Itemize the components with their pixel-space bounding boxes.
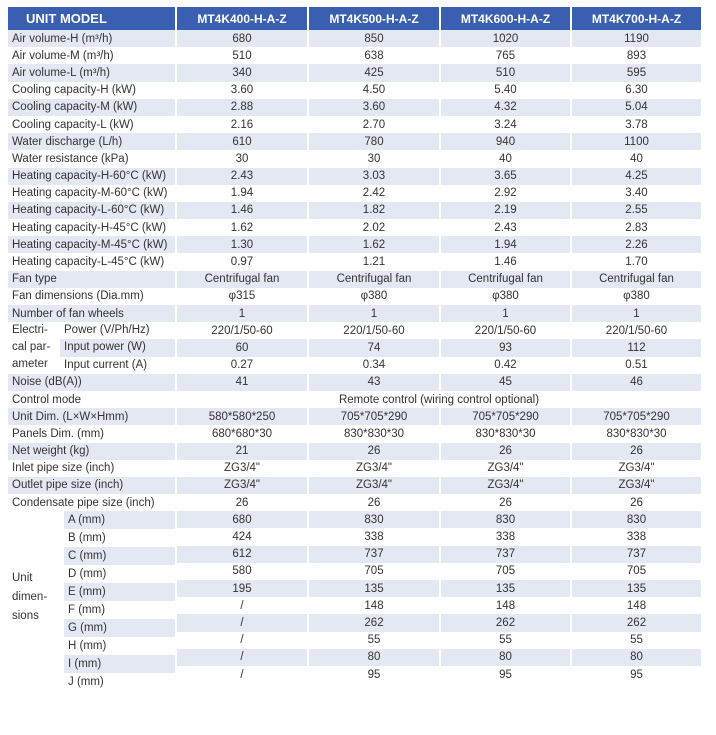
table-row bbox=[8, 374, 702, 391]
row-label: Air volume-L (m³/h) bbox=[8, 64, 176, 81]
table-row bbox=[8, 219, 702, 236]
dimension-sub-label: G (mm) bbox=[64, 619, 175, 637]
table-row bbox=[8, 202, 702, 219]
value-cell: ZG3/4" bbox=[176, 460, 308, 477]
value-cell: 765 bbox=[440, 47, 571, 64]
spec-table-container bbox=[8, 7, 702, 689]
row-label: Air volume-M (m³/h) bbox=[8, 47, 176, 64]
value-cell: 510 bbox=[440, 64, 571, 81]
value-cell: ZG3/4" bbox=[571, 460, 702, 477]
value-cell: 1100 bbox=[571, 133, 702, 150]
electrical-group-line: Electri- bbox=[12, 324, 48, 337]
spec-table bbox=[8, 7, 703, 689]
value-cell: / bbox=[176, 666, 308, 683]
value-cell: 705 bbox=[440, 563, 571, 580]
value-cell: 0.51 bbox=[571, 357, 702, 374]
value-cell: 830*830*30 bbox=[571, 425, 702, 442]
value-cell: 705 bbox=[571, 563, 702, 580]
value-cell: 6.30 bbox=[571, 82, 702, 99]
value-cell: 638 bbox=[308, 47, 440, 64]
table-row bbox=[8, 236, 702, 253]
value-cell: 60 bbox=[176, 339, 308, 356]
value-cell: 1 bbox=[176, 305, 308, 322]
table-row bbox=[8, 425, 702, 442]
electrical-sub-label: Input power (W) bbox=[60, 339, 175, 356]
value-cell: 2.26 bbox=[571, 236, 702, 253]
value-cell: 1.82 bbox=[308, 202, 440, 219]
value-cell: φ380 bbox=[571, 288, 702, 305]
row-label: Cooling capacity-L (kW) bbox=[8, 116, 176, 133]
dimension-sub-label: C (mm) bbox=[64, 547, 175, 565]
control-mode-value: Remote control (wiring control optional) bbox=[176, 391, 702, 408]
electrical-sub-labels bbox=[60, 322, 175, 374]
value-cell: 338 bbox=[440, 528, 571, 545]
dimension-sub-label: E (mm) bbox=[64, 583, 175, 601]
value-cell: 26 bbox=[571, 494, 702, 511]
table-row bbox=[8, 168, 702, 185]
value-cell: 1.30 bbox=[176, 236, 308, 253]
dimension-sub-labels bbox=[64, 511, 175, 689]
value-cell: Centrifugal fan bbox=[571, 271, 702, 288]
table-row bbox=[8, 64, 702, 81]
value-cell: 850 bbox=[308, 30, 440, 47]
row-label: Heating capacity-H-60°C (kW) bbox=[8, 168, 176, 185]
value-cell: 135 bbox=[308, 580, 440, 597]
value-cell: 80 bbox=[308, 649, 440, 666]
value-cell: 41 bbox=[176, 374, 308, 391]
row-label: Net weight (kg) bbox=[8, 443, 176, 460]
dimensions-group-line: Unit bbox=[12, 571, 33, 584]
value-cell: 55 bbox=[440, 632, 571, 649]
value-cell: 2.83 bbox=[571, 219, 702, 236]
table-row bbox=[8, 288, 702, 305]
value-cell: 220/1/50-60 bbox=[176, 322, 308, 339]
value-cell: 2.42 bbox=[308, 185, 440, 202]
table-row bbox=[8, 408, 702, 425]
row-label: Heating capacity-L-45°C (kW) bbox=[8, 253, 176, 270]
value-cell: 424 bbox=[176, 528, 308, 545]
value-cell: 195 bbox=[176, 580, 308, 597]
table-row bbox=[8, 322, 702, 339]
value-cell: 262 bbox=[308, 614, 440, 631]
dimension-sub-label: J (mm) bbox=[64, 673, 175, 691]
value-cell: 830 bbox=[440, 511, 571, 528]
value-cell: 55 bbox=[308, 632, 440, 649]
value-cell: Centrifugal fan bbox=[176, 271, 308, 288]
row-label: Cooling capacity-M (kW) bbox=[8, 99, 176, 116]
table-row bbox=[8, 47, 702, 64]
value-cell: 220/1/50-60 bbox=[440, 322, 571, 339]
value-cell: 737 bbox=[308, 546, 440, 563]
electrical-group-line: ameter bbox=[12, 358, 48, 371]
row-label: Cooling capacity-H (kW) bbox=[8, 82, 176, 99]
dimensions-group-line: dimen- bbox=[12, 590, 48, 603]
table-row bbox=[8, 30, 702, 47]
table-row bbox=[8, 253, 702, 270]
value-cell: 705*705*290 bbox=[571, 408, 702, 425]
dimension-sub-label: F (mm) bbox=[64, 601, 175, 619]
row-label: Condensate pipe size (inch) bbox=[8, 494, 176, 511]
value-cell: 43 bbox=[308, 374, 440, 391]
row-label: Number of fan wheels bbox=[8, 305, 176, 322]
value-cell: 5.40 bbox=[440, 82, 571, 99]
table-row bbox=[8, 477, 702, 494]
value-cell: 705 bbox=[308, 563, 440, 580]
value-cell: 0.42 bbox=[440, 357, 571, 374]
value-cell: 2.19 bbox=[440, 202, 571, 219]
header-model-4: MT4K700-H-A-Z bbox=[571, 7, 702, 30]
value-cell: 30 bbox=[308, 150, 440, 167]
row-label: Heating capacity-L-60°C (kW) bbox=[8, 202, 176, 219]
value-cell: 338 bbox=[308, 528, 440, 545]
table-row bbox=[8, 271, 702, 288]
row-label: Fan dimensions (Dia.mm) bbox=[8, 288, 176, 305]
value-cell: 610 bbox=[176, 133, 308, 150]
value-cell: 26 bbox=[440, 494, 571, 511]
value-cell: 220/1/50-60 bbox=[571, 322, 702, 339]
value-cell: 26 bbox=[176, 494, 308, 511]
row-label: Heating capacity-M-60°C (kW) bbox=[8, 185, 176, 202]
value-cell: 680 bbox=[176, 511, 308, 528]
value-cell: 0.27 bbox=[176, 357, 308, 374]
value-cell: 830 bbox=[308, 511, 440, 528]
value-cell: / bbox=[176, 649, 308, 666]
value-cell: / bbox=[176, 632, 308, 649]
value-cell: 1.46 bbox=[176, 202, 308, 219]
table-row bbox=[8, 185, 702, 202]
row-label: Panels Dim. (mm) bbox=[8, 425, 176, 442]
value-cell: ZG3/4" bbox=[440, 477, 571, 494]
value-cell: 21 bbox=[176, 443, 308, 460]
value-cell: 40 bbox=[571, 150, 702, 167]
dimension-sub-label: D (mm) bbox=[64, 565, 175, 583]
value-cell: 3.60 bbox=[176, 82, 308, 99]
value-cell: 112 bbox=[571, 339, 702, 356]
value-cell: 580 bbox=[176, 563, 308, 580]
value-cell: 737 bbox=[440, 546, 571, 563]
value-cell: 3.03 bbox=[308, 168, 440, 185]
value-cell: 26 bbox=[571, 443, 702, 460]
value-cell: 3.65 bbox=[440, 168, 571, 185]
electrical-group-label bbox=[8, 322, 176, 374]
row-label: Heating capacity-H-45°C (kW) bbox=[8, 219, 176, 236]
value-cell: 595 bbox=[571, 64, 702, 81]
value-cell: 2.16 bbox=[176, 116, 308, 133]
value-cell: 40 bbox=[440, 150, 571, 167]
value-cell: ZG3/4" bbox=[308, 460, 440, 477]
value-cell: ZG3/4" bbox=[571, 477, 702, 494]
value-cell: φ380 bbox=[440, 288, 571, 305]
value-cell: 2.43 bbox=[440, 219, 571, 236]
value-cell: 135 bbox=[571, 580, 702, 597]
value-cell: 46 bbox=[571, 374, 702, 391]
value-cell: 93 bbox=[440, 339, 571, 356]
value-cell: 220/1/50-60 bbox=[308, 322, 440, 339]
value-cell: 148 bbox=[440, 597, 571, 614]
table-row bbox=[8, 443, 702, 460]
dimension-sub-label: H (mm) bbox=[64, 637, 175, 655]
value-cell: 940 bbox=[440, 133, 571, 150]
dimensions-group-line: sions bbox=[12, 609, 39, 622]
table-row bbox=[8, 82, 702, 99]
value-cell: 0.97 bbox=[176, 253, 308, 270]
dimension-sub-label: I (mm) bbox=[64, 655, 175, 673]
value-cell: 1.94 bbox=[440, 236, 571, 253]
value-cell: 262 bbox=[571, 614, 702, 631]
row-label: Inlet pipe size (inch) bbox=[8, 460, 176, 477]
row-label: Heating capacity-M-45°C (kW) bbox=[8, 236, 176, 253]
header-row bbox=[8, 7, 702, 30]
value-cell: 4.32 bbox=[440, 99, 571, 116]
row-label: Unit Dim. (L×W×Hmm) bbox=[8, 408, 176, 425]
value-cell: 1.94 bbox=[176, 185, 308, 202]
value-cell: 680*680*30 bbox=[176, 425, 308, 442]
value-cell: 425 bbox=[308, 64, 440, 81]
value-cell: φ315 bbox=[176, 288, 308, 305]
value-cell: 95 bbox=[308, 666, 440, 683]
value-cell: 26 bbox=[308, 443, 440, 460]
value-cell: 2.70 bbox=[308, 116, 440, 133]
value-cell: 95 bbox=[571, 666, 702, 683]
value-cell: Centrifugal fan bbox=[440, 271, 571, 288]
value-cell: 1 bbox=[440, 305, 571, 322]
control-mode-label: Control mode bbox=[8, 391, 176, 408]
header-unit-model: UNIT MODEL bbox=[8, 7, 176, 30]
value-cell: 262 bbox=[440, 614, 571, 631]
value-cell: 705*705*290 bbox=[440, 408, 571, 425]
value-cell: 2.02 bbox=[308, 219, 440, 236]
value-cell: 95 bbox=[440, 666, 571, 683]
value-cell: 1.46 bbox=[440, 253, 571, 270]
value-cell: 1190 bbox=[571, 30, 702, 47]
value-cell: 830 bbox=[571, 511, 702, 528]
value-cell: 340 bbox=[176, 64, 308, 81]
value-cell: 2.92 bbox=[440, 185, 571, 202]
dimension-sub-label: A (mm) bbox=[64, 511, 175, 529]
value-cell: 80 bbox=[440, 649, 571, 666]
value-cell: 45 bbox=[440, 374, 571, 391]
value-cell: 3.40 bbox=[571, 185, 702, 202]
value-cell: 338 bbox=[571, 528, 702, 545]
value-cell: 30 bbox=[176, 150, 308, 167]
value-cell: 1 bbox=[571, 305, 702, 322]
dimension-sub-label: B (mm) bbox=[64, 529, 175, 547]
table-row bbox=[8, 511, 702, 528]
value-cell: 3.78 bbox=[571, 116, 702, 133]
row-label: Noise (dB(A)) bbox=[8, 374, 176, 391]
value-cell: 135 bbox=[440, 580, 571, 597]
value-cell: 1.62 bbox=[308, 236, 440, 253]
value-cell: 737 bbox=[571, 546, 702, 563]
value-cell: 148 bbox=[308, 597, 440, 614]
table-row bbox=[8, 460, 702, 477]
value-cell: 2.43 bbox=[176, 168, 308, 185]
value-cell: 3.24 bbox=[440, 116, 571, 133]
table-row bbox=[8, 494, 702, 511]
value-cell: / bbox=[176, 597, 308, 614]
value-cell: 4.50 bbox=[308, 82, 440, 99]
value-cell: 2.55 bbox=[571, 202, 702, 219]
header-model-3: MT4K600-H-A-Z bbox=[440, 7, 571, 30]
table-row bbox=[8, 391, 702, 408]
value-cell: / bbox=[176, 614, 308, 631]
value-cell: 1.70 bbox=[571, 253, 702, 270]
value-cell: Centrifugal fan bbox=[308, 271, 440, 288]
header-model-1: MT4K400-H-A-Z bbox=[176, 7, 308, 30]
value-cell: 55 bbox=[571, 632, 702, 649]
table-row bbox=[8, 150, 702, 167]
value-cell: 2.88 bbox=[176, 99, 308, 116]
table-row bbox=[8, 116, 702, 133]
value-cell: ZG3/4" bbox=[440, 460, 571, 477]
value-cell: 580*580*250 bbox=[176, 408, 308, 425]
electrical-sub-label: Input current (A) bbox=[60, 357, 175, 374]
table-row bbox=[8, 305, 702, 322]
value-cell: 830*830*30 bbox=[440, 425, 571, 442]
value-cell: ZG3/4" bbox=[308, 477, 440, 494]
value-cell: 705*705*290 bbox=[308, 408, 440, 425]
value-cell: 612 bbox=[176, 546, 308, 563]
row-label: Water discharge (L/h) bbox=[8, 133, 176, 150]
value-cell: 1020 bbox=[440, 30, 571, 47]
row-label: Fan type bbox=[8, 271, 176, 288]
value-cell: 3.60 bbox=[308, 99, 440, 116]
value-cell: ZG3/4" bbox=[176, 477, 308, 494]
value-cell: 26 bbox=[308, 494, 440, 511]
value-cell: 510 bbox=[176, 47, 308, 64]
value-cell: φ380 bbox=[308, 288, 440, 305]
row-label: Air volume-H (m³/h) bbox=[8, 30, 176, 47]
value-cell: 74 bbox=[308, 339, 440, 356]
electrical-sub-label: Power (V/Ph/Hz) bbox=[60, 322, 175, 339]
row-label: Water resistance (kPa) bbox=[8, 150, 176, 167]
value-cell: 0.34 bbox=[308, 357, 440, 374]
value-cell: 80 bbox=[571, 649, 702, 666]
value-cell: 1.21 bbox=[308, 253, 440, 270]
value-cell: 4.25 bbox=[571, 168, 702, 185]
value-cell: 5.04 bbox=[571, 99, 702, 116]
table-row bbox=[8, 133, 702, 150]
value-cell: 148 bbox=[571, 597, 702, 614]
value-cell: 1 bbox=[308, 305, 440, 322]
value-cell: 780 bbox=[308, 133, 440, 150]
value-cell: 680 bbox=[176, 30, 308, 47]
header-model-2: MT4K500-H-A-Z bbox=[308, 7, 440, 30]
electrical-group-line: cal par- bbox=[12, 341, 51, 354]
value-cell: 26 bbox=[440, 443, 571, 460]
table-row bbox=[8, 99, 702, 116]
value-cell: 1.62 bbox=[176, 219, 308, 236]
value-cell: 830*830*30 bbox=[308, 425, 440, 442]
value-cell: 893 bbox=[571, 47, 702, 64]
row-label: Outlet pipe size (inch) bbox=[8, 477, 176, 494]
dimensions-group-label bbox=[8, 511, 176, 689]
